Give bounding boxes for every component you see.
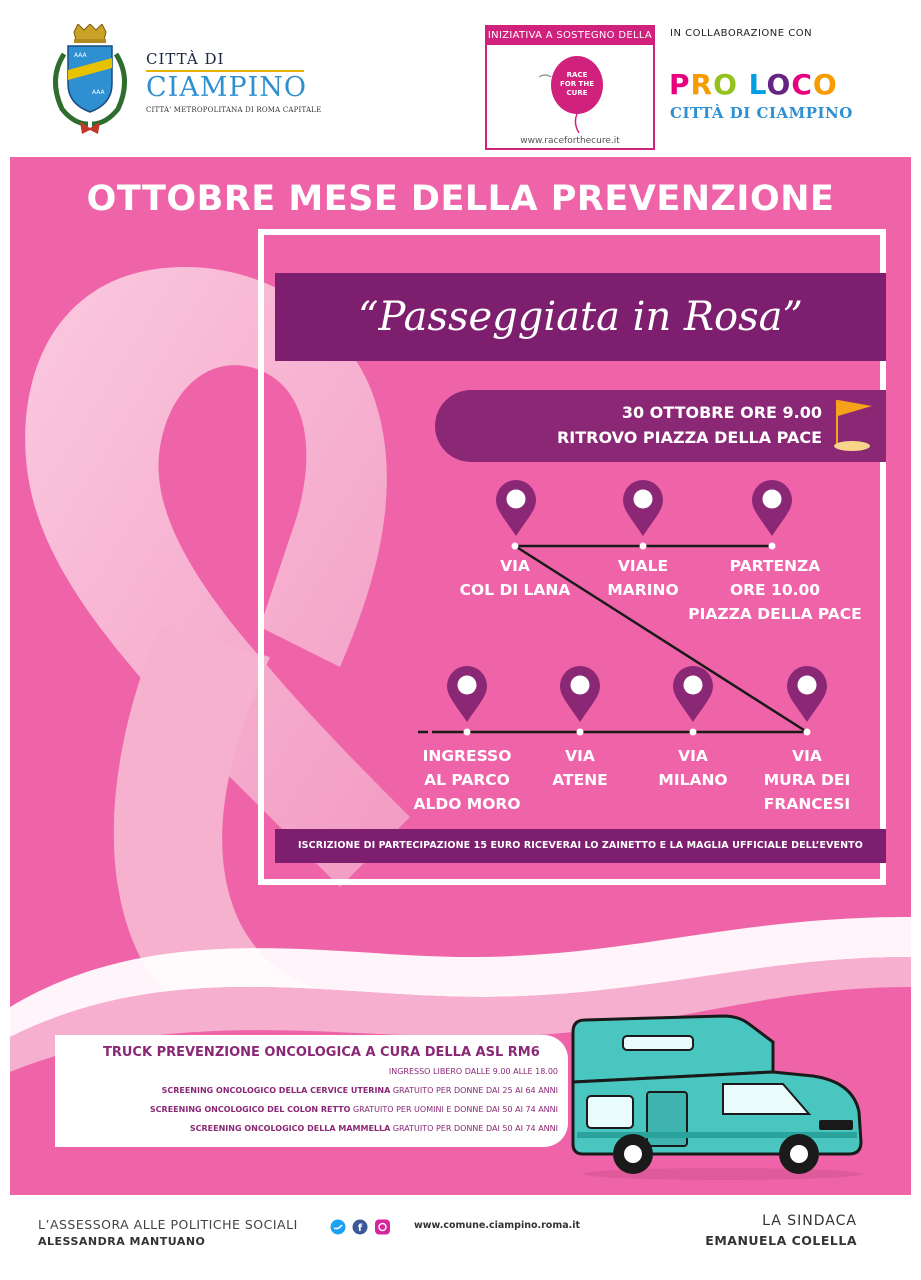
stop-line: PARTENZA <box>729 557 821 575</box>
assessora-name: ALESSANDRA MANTUANO <box>38 1235 206 1248</box>
website-url[interactable]: www.comune.ciampino.roma.it <box>414 1220 581 1231</box>
svg-text:RACE: RACE <box>566 71 588 79</box>
meeting-point: RITROVO PIAZZA DELLA PACE <box>556 428 822 447</box>
screening-detail: GRATUITO PER DONNE DAI 25 AI 64 ANNI <box>390 1086 558 1095</box>
truck-title: TRUCK PREVENZIONE ONCOLOGICA A CURA DELLA ASL RM6 <box>103 1045 540 1060</box>
stop-line: VIA <box>678 747 708 765</box>
stop-label <box>402 744 532 816</box>
pin-icon-mura-dei-francesi <box>787 666 827 722</box>
screening-name: SCREENING ONCOLOGICO DELLA CERVICE UTERINA <box>161 1086 391 1095</box>
stop-line: ALDO MORO <box>413 795 521 813</box>
sindaca-name: EMANUELA COLELLA <box>705 1233 857 1248</box>
proloco-subtitle: CITTÀ DI CIAMPINO <box>670 104 853 122</box>
city-wordmark <box>146 50 322 114</box>
pin-icon-via-milano <box>673 666 713 722</box>
event-date: 30 OTTOBRE ORE 9.00 <box>621 403 822 422</box>
balloon-icon <box>537 53 609 133</box>
footer <box>0 1195 921 1280</box>
stop-line: PIAZZA DELLA PACE <box>688 605 862 623</box>
facebook-icon[interactable] <box>353 1220 368 1235</box>
stop-line: VIA <box>500 557 530 575</box>
initiative-label: INIZIATIVA A SOSTEGNO DELLA <box>487 27 653 45</box>
pin-icon-via-atene <box>560 666 600 722</box>
stop-line: MILANO <box>658 771 728 789</box>
pin-icon-viale-marino <box>623 480 663 536</box>
svg-text:AAA: AAA <box>92 89 105 96</box>
stop-line: COL DI LANA <box>459 581 571 599</box>
svg-text:CURE: CURE <box>566 89 588 97</box>
city-subtitle: CITTA' METROPOLITANA DI ROMA CAPITALE <box>146 106 322 114</box>
stop-line: MURA DEI <box>763 771 851 789</box>
header <box>0 0 921 150</box>
screening-row <box>190 1124 558 1133</box>
screening-detail: GRATUITO PER UOMINI E DONNE DAI 50 AI 74 ANNI <box>350 1105 558 1114</box>
screening-name: SCREENING ONCOLOGICO DEL COLON RETTO <box>149 1105 351 1114</box>
stop-label <box>530 744 630 792</box>
stop-line: INGRESSO <box>422 747 512 765</box>
city-crest-icon <box>44 24 136 136</box>
stop-line: VIALE <box>617 557 669 575</box>
stop-label <box>643 744 743 792</box>
city-small-label: CITTÀ DI <box>146 50 225 68</box>
stop-line: ORE 10.00 <box>729 581 821 599</box>
stop-line: MARINO <box>607 581 679 599</box>
truck-info-panel <box>55 1035 568 1147</box>
main-title: OTTOBRE MESE DELLA PREVENZIONE <box>86 179 835 219</box>
svg-text:AAA: AAA <box>74 52 87 59</box>
pin-icon-col-di-lana <box>496 480 536 536</box>
stop-label <box>752 744 862 816</box>
truck-icon <box>563 1012 873 1182</box>
sindaca-role: LA SINDACA <box>762 1213 857 1229</box>
svg-text:f: f <box>357 1223 363 1234</box>
race-for-the-cure-logo <box>485 25 655 150</box>
stop-line: VIA <box>565 747 595 765</box>
poster <box>10 157 911 1195</box>
pin-icon-partenza <box>752 480 792 536</box>
instagram-icon[interactable] <box>375 1220 390 1235</box>
stop-line: FRANCESI <box>763 795 851 813</box>
assessora-role: L’ASSESSORA ALLE POLITICHE SOCIALI <box>38 1217 298 1232</box>
registration-bar: ISCRIZIONE DI PARTECIPAZIONE 15 EURO RICEVERAI LO ZAINETTO E LA MAGLIA UFFICIALE DELL’EVENTO <box>275 829 886 863</box>
stop-label <box>675 554 875 626</box>
screening-row <box>150 1105 558 1114</box>
stop-line: VIA <box>792 747 822 765</box>
city-name: CIAMPINO <box>146 72 308 103</box>
social-icons <box>330 1218 392 1236</box>
screening-name: SCREENING ONCOLOGICO DELLA MAMMELLA <box>189 1124 391 1133</box>
screening-row <box>162 1086 558 1095</box>
stop-label <box>445 554 585 602</box>
stop-line: ATENE <box>552 771 608 789</box>
rftc-url: www.raceforthecure.it <box>520 136 620 146</box>
pin-icon-parco-aldo-moro <box>447 666 487 722</box>
svg-text:FOR THE: FOR THE <box>560 80 594 88</box>
twitter-icon[interactable] <box>331 1220 346 1235</box>
proloco-logo: PRO LOCO <box>669 68 838 101</box>
screening-detail: GRATUITO PER DONNE DAI 50 AI 74 ANNI <box>390 1124 558 1133</box>
stop-line: AL PARCO <box>424 771 510 789</box>
truck-entry: INGRESSO LIBERO DALLE 9.00 ALLE 18.00 <box>388 1067 558 1076</box>
event-title: “Passeggiata in Rosa” <box>358 294 803 340</box>
collaboration-label: IN COLLABORAZIONE CON <box>670 28 813 39</box>
